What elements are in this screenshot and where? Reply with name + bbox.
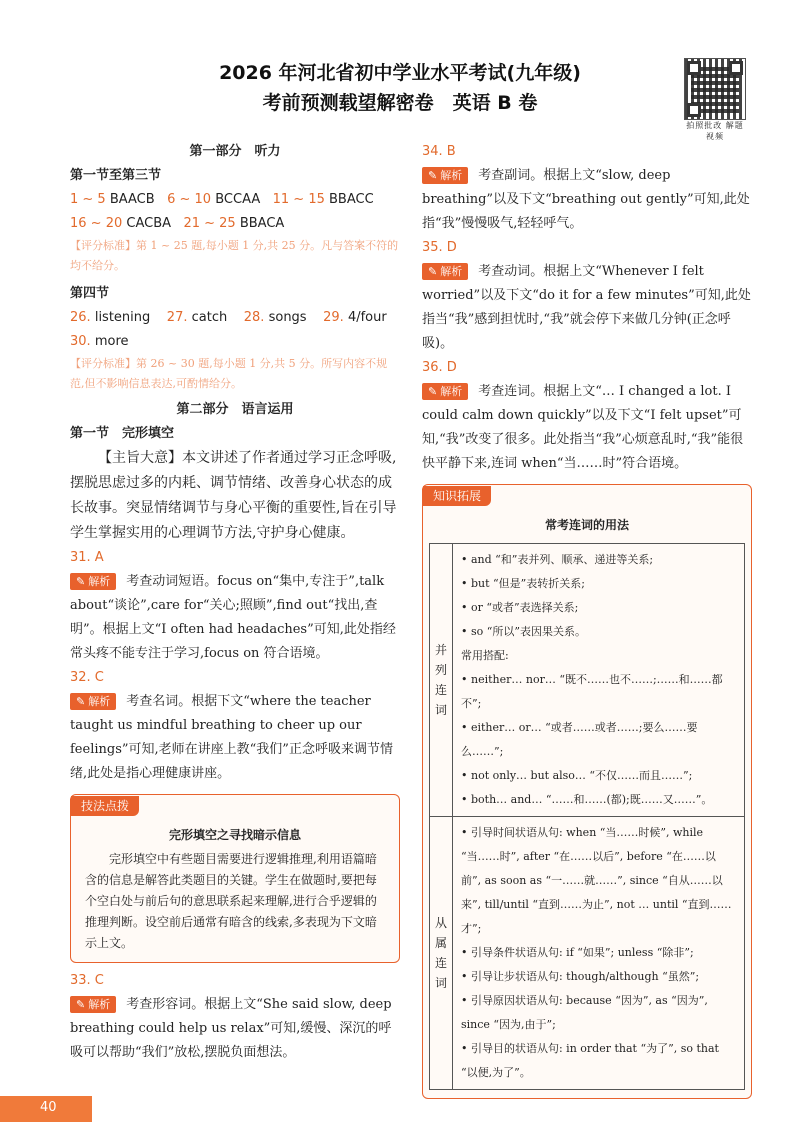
q34-answer: 34. B [422,144,456,159]
answers-row1 [70,188,400,212]
list-item: • 引导时间状语从句: when “当……时候”, while “当……时”, after “在……以后”, before “在……以前”, as soon as “一……就……”, since “自从……以来”, till/until “直到……为止”, not … until “直到……才”; [461,826,732,935]
sec1-3-heading: 第一节至第三节 [70,168,162,183]
tip-text: 完形填空中有些题目需要进行逻辑推理,利用语篇暗含的信息是解答此类题目的关键。学生在做题时,要把每个空白处与前后句的意思联系起来理解,进行合乎逻辑的推理判断。设空前后通常有暗含的线索,多表现为下文暗示上文。 [85,852,377,950]
analysis-tag: ✎ 解析 [422,167,468,184]
q35-analysis [422,260,752,356]
q36-text: 考查连词。根据上文“… I changed a lot. I could calm down quickly”以及下文“I felt upset”可知,“我”改变了很多。此处指当“我”心烦意乱时,“我”能很快平静下来,连词 when“当……时”符合语境。 [422,384,744,471]
sub-cell [453,817,745,1090]
left-column [70,140,400,1065]
tip-title: 完形填空之寻找暗示信息 [168,828,301,842]
q31-text: 考查动词短语。focus on“集中,专注于”,talk about“谈论”,care for“关心;照顾”,find out“找出,查明”。根据上文“I often had headaches”可知,此处指经常头疼不能专注于学习,focus on 符合语境。 [70,574,396,661]
qr-label: 拍照批改 解题视频 [686,121,744,141]
answer-value: BBACC [329,192,374,207]
q32-analysis [70,690,400,786]
q33-text: 考查形容词。根据上文“She said slow, deep breathing could help us relax”可知,缓慢、深沉的呼吸可以帮助“我们”放松,摆脱负面想法。 [70,997,392,1060]
answer-value: BBACA [239,216,285,231]
answer-num: 30. [70,334,91,349]
analysis-tag: ✎ 解析 [70,573,116,590]
answers-row2 [70,212,400,236]
q36-analysis [422,380,752,476]
knowledge-tag: 知识拓展 [423,486,491,506]
list-item: • 引导条件状语从句: if “如果”; unless “除非”; [461,946,694,959]
answer-30 [70,330,400,354]
knowledge-box [422,484,752,1099]
page-title-line2: 考前预测载望解密卷 英语 B 卷 [262,92,538,114]
page-number: 40 [40,1100,57,1115]
answer-range: 6 ~ 10 [167,192,212,207]
answer-num: 26. [70,310,91,325]
q36-answer: 36. D [422,360,457,375]
analysis-tag: ✎ 解析 [422,383,468,400]
q33-analysis [70,993,400,1065]
part1-heading: 第一部分 听力 [189,144,281,159]
answer-range: 16 ~ 20 [70,216,123,231]
list-item: 常用搭配: [461,649,509,662]
list-item: • not only… but also… “不仅……而且……”; [461,769,693,782]
list-item: • but “但是”表转折关系; [461,577,585,590]
scoring-note-2: 【评分标准】第 26 ~ 30 题,每小题 1 分,共 5 分。所写内容不规范,但不影响信息表达,可酌情给分。 [70,357,388,390]
answer-value: 4/four [347,310,387,325]
tip-tag: 技法点拨 [71,796,139,816]
list-item: • 引导目的状语从句: in order that “为了”, so that “以便,为了”。 [461,1042,719,1079]
scoring-note-1: 【评分标准】第 1 ~ 25 题,每小题 1 分,共 25 分。凡与答案不符的均不给分。 [70,239,399,272]
analysis-tag: ✎ 解析 [422,263,468,280]
q34-text: 考查副词。根据上文“slow, deep breathing”以及下文“breathing out gently”可知,此处指“我”慢慢吸气,轻轻呼气。 [422,168,750,231]
q32-answer: 32. C [70,670,104,685]
answer-value: more [94,334,129,349]
conjunction-table [429,543,745,1090]
answer-num: 28. [243,310,265,325]
qr-code-icon[interactable] [684,58,746,120]
answer-value: listening [94,310,151,325]
q31-answer: 31. A [70,550,104,565]
answer-num: 29. [323,310,344,325]
analysis-tag: ✎ 解析 [70,693,116,710]
tip-box [70,794,400,963]
answer-value: CACBA [126,216,172,231]
list-item: • and “和”表并列、顺承、递进等关系; [461,553,654,566]
q33-answer: 33. C [70,973,104,988]
list-item: • both… and… “……和……(都);既……又……”。 [461,793,713,806]
answer-value: catch [191,310,228,325]
q31-analysis [70,570,400,666]
answers-sec4 [70,306,400,330]
page-title-line1: 2026 年河北省初中学业水平考试(九年级) [219,62,581,84]
answer-value: BCCAA [215,192,261,207]
sec4-heading: 第四节 [70,286,110,301]
list-item: • neither… nor… “既不……也不……;……和……都不”; [461,673,723,710]
list-item: • so “所以”表因果关系。 [461,625,586,638]
q34-analysis [422,164,752,236]
sub-label: 从属连词 [430,817,453,1090]
answer-value: songs [268,310,307,325]
knowledge-title: 常考连词的用法 [544,518,629,532]
coord-label: 并列连词 [430,544,453,817]
answer-range: 21 ~ 25 [183,216,236,231]
list-item: • either… or… “或者……或者……;要么……要么……”; [461,721,698,758]
sec1-heading: 第一节 完形填空 [70,426,175,441]
summary-paragraph: 【主旨大意】本文讲述了作者通过学习正念呼吸,摆脱思虑过多的内耗、调节情绪、改善身心状态的成长故事。突显情绪调节与身心平衡的重要性,旨在引导学生掌握实用的心理调节方法,守护身心健康。 [70,450,397,541]
right-column [422,140,752,1099]
q32-text: 考查名词。根据下文“where the teacher taught us mindful breathing to cheer up our feelings”可知,老师在讲座上教“我们”正念呼吸来调节情绪,此处是指心理健康讲座。 [70,694,393,781]
q35-text: 考查动词。根据上文“Whenever I felt worried”以及下文“do it for a few minutes”可知,此处指当“我”感到担忧时,“我”就会停下来做几分钟(正念呼吸)。 [422,264,751,351]
coord-cell [453,544,745,817]
q35-answer: 35. D [422,240,457,255]
list-item: • or “或者”表选择关系; [461,601,579,614]
answer-num: 27. [166,310,188,325]
analysis-tag: ✎ 解析 [70,996,116,1013]
answer-range: 11 ~ 15 [272,192,325,207]
part2-heading: 第二部分 语言运用 [176,402,294,417]
answer-range: 1 ~ 5 [70,192,106,207]
list-item: • 引导原因状语从句: because “因为”, as “因为”, since “因为,由于”; [461,994,708,1031]
answer-value: BAACB [109,192,155,207]
list-item: • 引导让步状语从句: though/although “虽然”; [461,970,700,983]
